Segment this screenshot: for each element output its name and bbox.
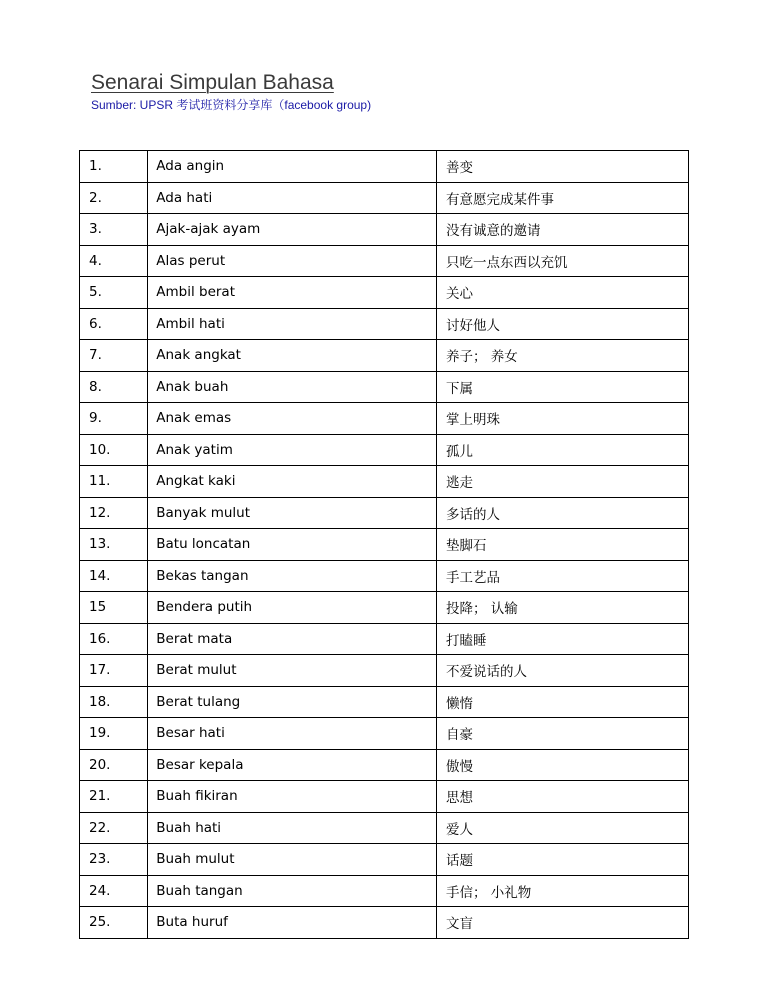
idiom-meaning: 打瞌睡 xyxy=(437,623,689,655)
idiom-phrase: Berat tulang xyxy=(148,686,437,718)
idiom-phrase: Buah mulut xyxy=(148,844,437,876)
row-number: 1. xyxy=(80,151,148,183)
idiom-phrase: Berat mata xyxy=(148,623,437,655)
row-number: 9. xyxy=(80,403,148,435)
idiom-meaning: 关心 xyxy=(437,277,689,309)
document-header xyxy=(91,70,371,113)
idiom-phrase: Buah tangan xyxy=(148,875,437,907)
table-row xyxy=(80,497,689,529)
idiom-phrase: Angkat kaki xyxy=(148,466,437,498)
row-number: 17. xyxy=(80,655,148,687)
idiom-meaning: 不爱说话的人 xyxy=(437,655,689,687)
row-number: 12. xyxy=(80,497,148,529)
table-row xyxy=(80,277,689,309)
idiom-meaning: 文盲 xyxy=(437,907,689,939)
idiom-meaning: 养子； 养女 xyxy=(437,340,689,372)
idiom-phrase: Anak angkat xyxy=(148,340,437,372)
idiom-phrase: Besar hati xyxy=(148,718,437,750)
table-row xyxy=(80,623,689,655)
idiom-phrase: Ada angin xyxy=(148,151,437,183)
document-source: Sumber: UPSR 考试班资料分享库（facebook group) xyxy=(91,98,372,112)
table-row xyxy=(80,907,689,939)
idiom-meaning: 下属 xyxy=(437,371,689,403)
idiom-meaning: 话题 xyxy=(437,844,689,876)
idiom-meaning: 逃走 xyxy=(437,466,689,498)
row-number: 23. xyxy=(80,844,148,876)
row-number: 11. xyxy=(80,466,148,498)
idiom-meaning: 手信； 小礼物 xyxy=(437,875,689,907)
idiom-phrase: Ambil berat xyxy=(148,277,437,309)
table-row xyxy=(80,781,689,813)
idiom-meaning: 傲慢 xyxy=(437,749,689,781)
idiom-phrase: Ambil hati xyxy=(148,308,437,340)
table-row xyxy=(80,151,689,183)
idiom-meaning: 懒惰 xyxy=(437,686,689,718)
idiom-phrase: Anak yatim xyxy=(148,434,437,466)
row-number: 19. xyxy=(80,718,148,750)
idiom-meaning: 讨好他人 xyxy=(437,308,689,340)
table-row xyxy=(80,844,689,876)
row-number: 25. xyxy=(80,907,148,939)
idiom-phrase: Ada hati xyxy=(148,182,437,214)
idiom-phrase: Batu loncatan xyxy=(148,529,437,561)
table-row xyxy=(80,875,689,907)
table-row xyxy=(80,560,689,592)
table-row xyxy=(80,749,689,781)
table-row xyxy=(80,371,689,403)
table-row xyxy=(80,686,689,718)
idiom-meaning: 投降； 认输 xyxy=(437,592,689,624)
idiom-meaning: 多话的人 xyxy=(437,497,689,529)
idiom-meaning: 善变 xyxy=(437,151,689,183)
row-number: 10. xyxy=(80,434,148,466)
idiom-table-body xyxy=(80,151,689,939)
idiom-phrase: Buah fikiran xyxy=(148,781,437,813)
table-row xyxy=(80,655,689,687)
table-row xyxy=(80,434,689,466)
row-number: 24. xyxy=(80,875,148,907)
idiom-phrase: Bekas tangan xyxy=(148,560,437,592)
idiom-meaning: 垫脚石 xyxy=(437,529,689,561)
idiom-meaning: 思想 xyxy=(437,781,689,813)
table-row xyxy=(80,308,689,340)
table-row xyxy=(80,592,689,624)
idiom-phrase: Ajak-ajak ayam xyxy=(148,214,437,246)
row-number: 16. xyxy=(80,623,148,655)
row-number: 14. xyxy=(80,560,148,592)
idiom-phrase: Buah hati xyxy=(148,812,437,844)
idiom-meaning: 掌上明珠 xyxy=(437,403,689,435)
idiom-meaning: 孤儿 xyxy=(437,434,689,466)
idiom-table xyxy=(79,150,689,939)
idiom-phrase: Berat mulut xyxy=(148,655,437,687)
table-row xyxy=(80,718,689,750)
row-number: 3. xyxy=(80,214,148,246)
table-row xyxy=(80,245,689,277)
row-number: 22. xyxy=(80,812,148,844)
idiom-phrase: Bendera putih xyxy=(148,592,437,624)
row-number: 6. xyxy=(80,308,148,340)
row-number: 4. xyxy=(80,245,148,277)
table-row xyxy=(80,812,689,844)
idiom-meaning: 自豪 xyxy=(437,718,689,750)
row-number: 21. xyxy=(80,781,148,813)
row-number: 2. xyxy=(80,182,148,214)
table-row xyxy=(80,529,689,561)
table-row xyxy=(80,182,689,214)
idiom-meaning: 有意愿完成某件事 xyxy=(437,182,689,214)
table-row xyxy=(80,214,689,246)
table-row xyxy=(80,340,689,372)
idiom-meaning: 手工艺品 xyxy=(437,560,689,592)
table-row xyxy=(80,466,689,498)
row-number: 8. xyxy=(80,371,148,403)
document-title: Senarai Simpulan Bahasa xyxy=(91,71,334,94)
row-number: 15 xyxy=(80,592,148,624)
idiom-phrase: Buta huruf xyxy=(148,907,437,939)
row-number: 20. xyxy=(80,749,148,781)
idiom-meaning: 爱人 xyxy=(437,812,689,844)
idiom-meaning: 没有诚意的邀请 xyxy=(437,214,689,246)
idiom-phrase: Besar kepala xyxy=(148,749,437,781)
row-number: 13. xyxy=(80,529,148,561)
row-number: 18. xyxy=(80,686,148,718)
idiom-phrase: Anak emas xyxy=(148,403,437,435)
row-number: 7. xyxy=(80,340,148,372)
table-row xyxy=(80,403,689,435)
row-number: 5. xyxy=(80,277,148,309)
idiom-meaning: 只吃一点东西以充饥 xyxy=(437,245,689,277)
idiom-phrase: Banyak mulut xyxy=(148,497,437,529)
idiom-phrase: Alas perut xyxy=(148,245,437,277)
idiom-phrase: Anak buah xyxy=(148,371,437,403)
